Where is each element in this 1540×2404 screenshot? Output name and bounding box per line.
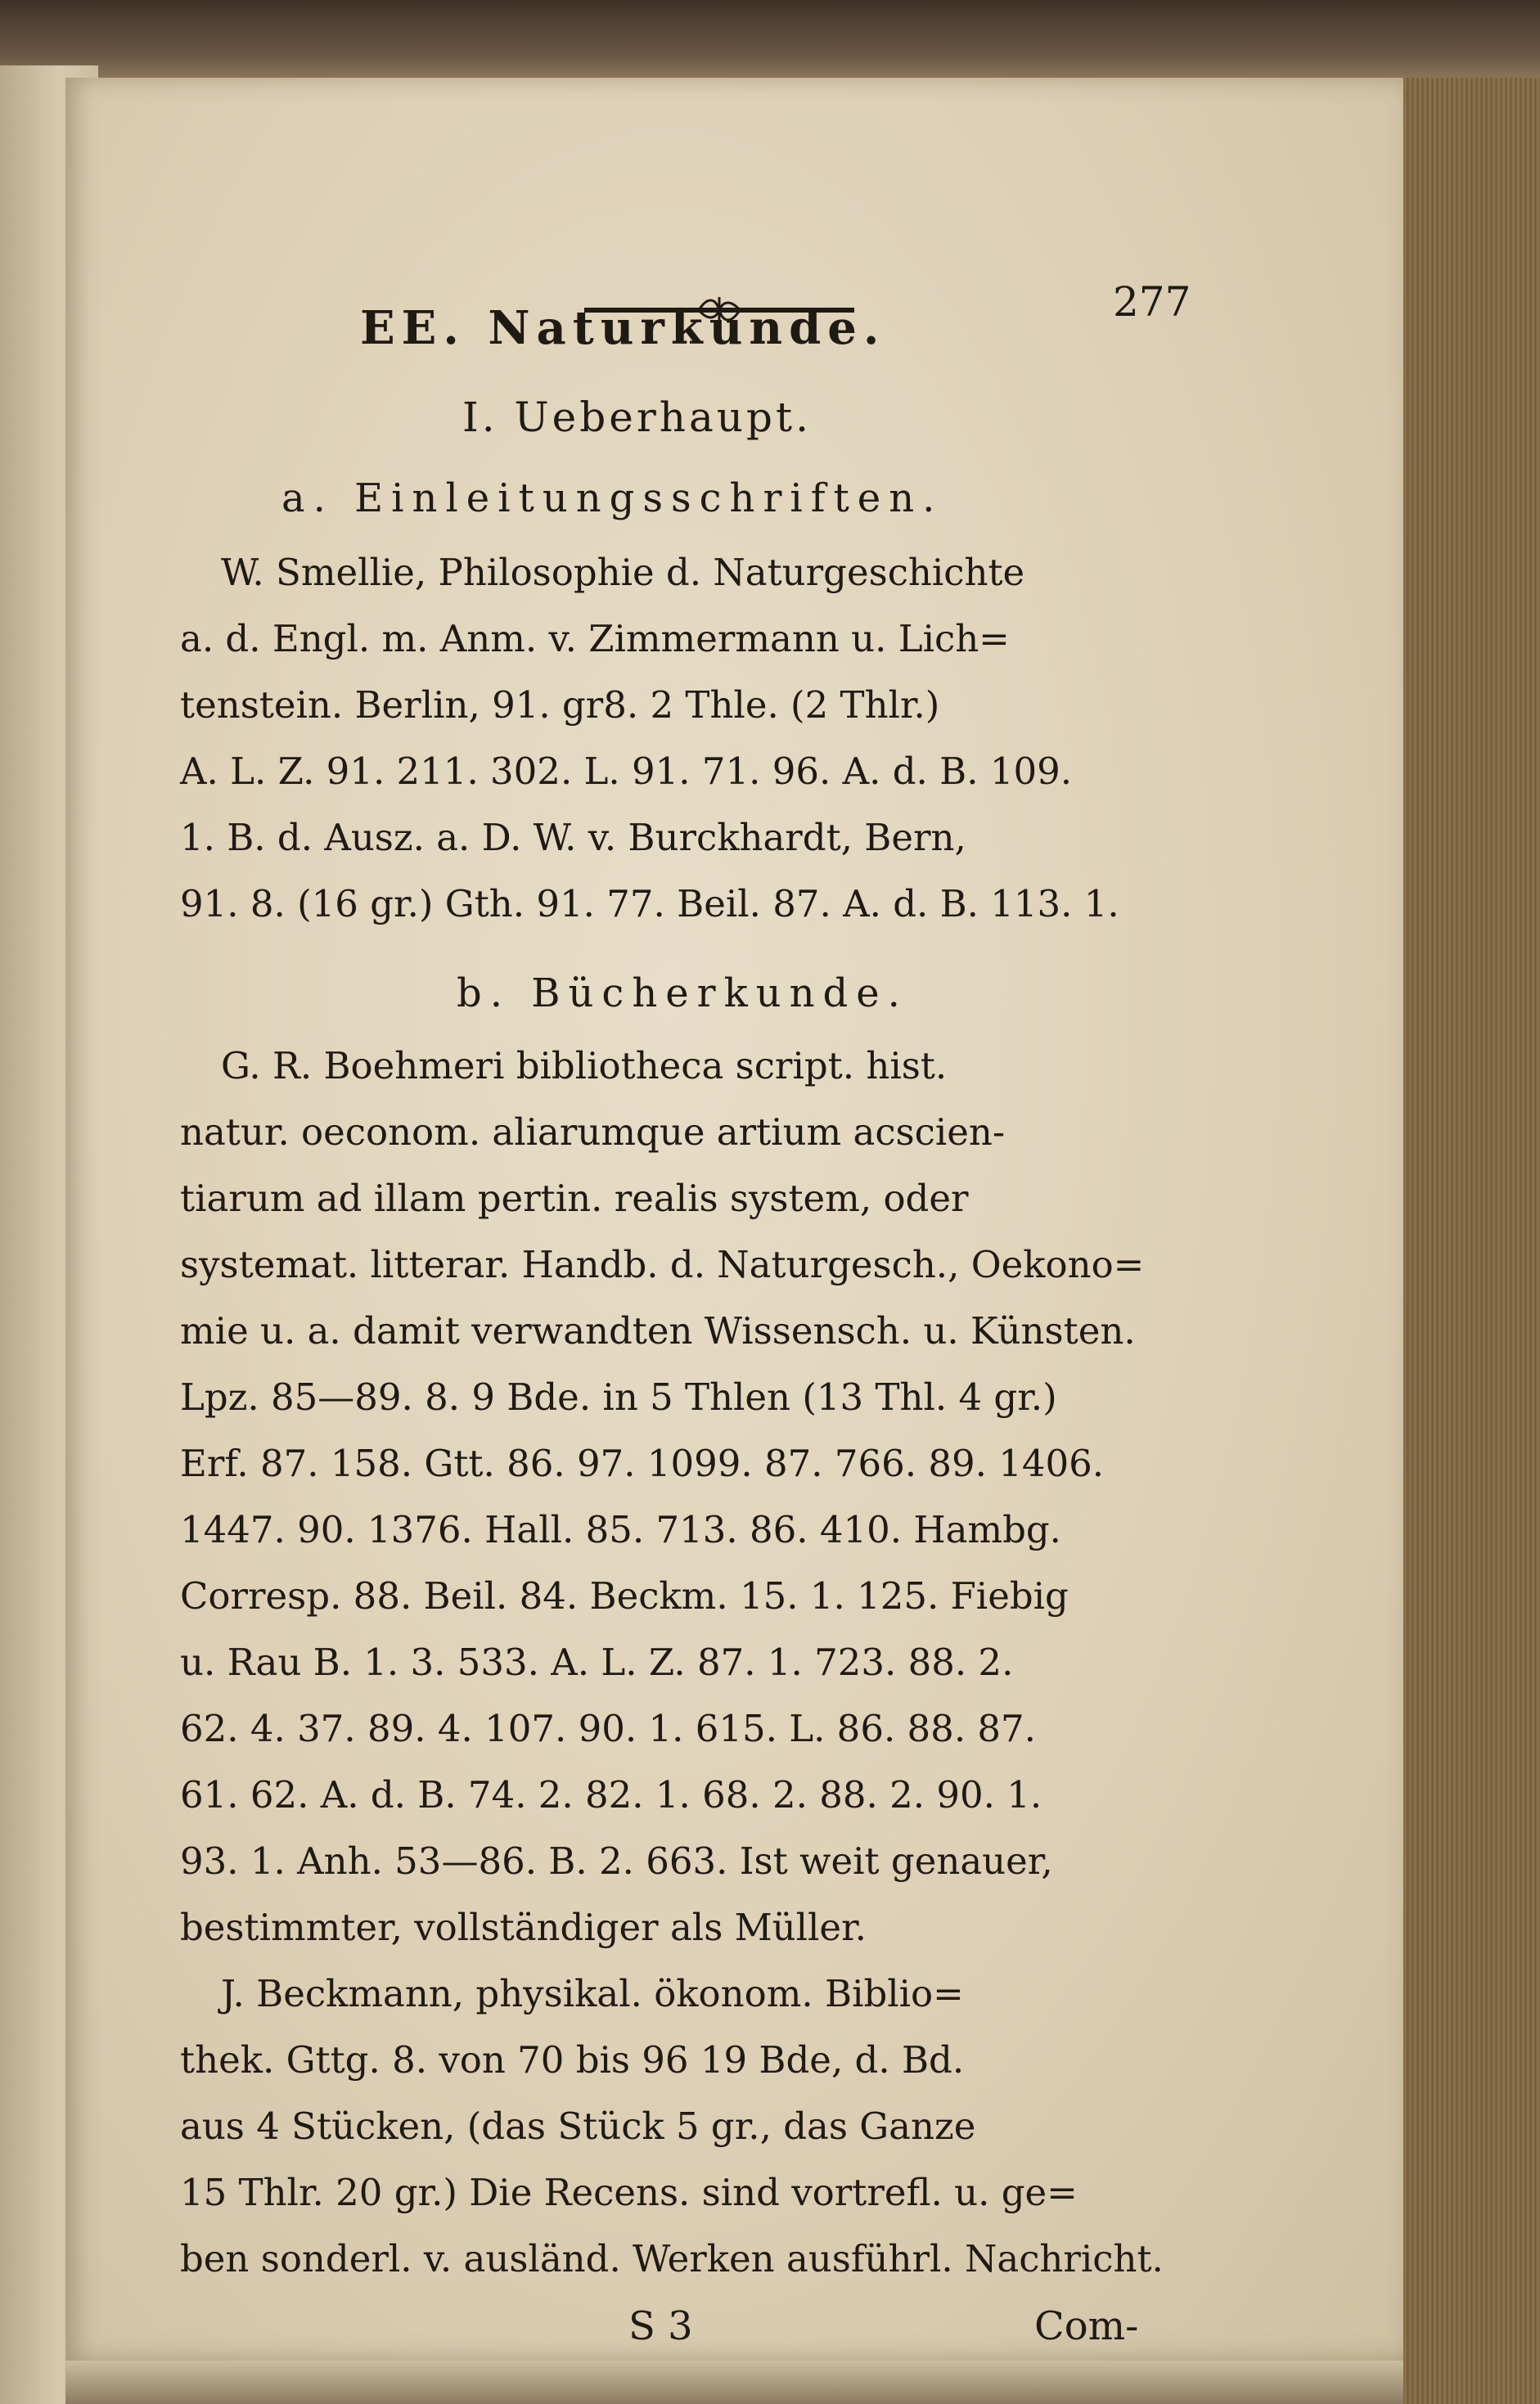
entry2-line-6: Lpz. 85—89. 8. 9 Bde. in 5 Thlen (13 Thl. 4 gr.) bbox=[180, 1375, 1057, 1419]
book-fore-edge bbox=[1403, 78, 1540, 2404]
entry2-line-9: Corresp. 88. Beil. 84. Beckm. 15. 1. 125. Fiebig bbox=[180, 1574, 1069, 1618]
entry1-line-6: 91. 8. (16 gr.) Gth. 91. 77. Beil. 87. A. d. B. 113. 1. bbox=[180, 882, 1119, 925]
entry3-line-1: J. Beckmann, physikal. ökonom. Biblio= bbox=[221, 1972, 964, 2015]
entry3-line-3: aus 4 Stücken, (das Stück 5 gr., das Ganze bbox=[180, 2105, 976, 2148]
entry2-line-5: mie u. a. damit verwandten Wissensch. u. Künsten. bbox=[180, 1309, 1136, 1353]
entry2-line-4: systemat. litterar. Handb. d. Naturgesch., Oekono= bbox=[180, 1243, 1145, 1286]
entry2-line-7: Erf. 87. 158. Gtt. 86. 97. 1099. 87. 766. 89. 1406. bbox=[180, 1442, 1105, 1485]
subsection-b-heading: b. Bücherkunde. bbox=[457, 970, 908, 1016]
entry2-line-3: tiarum ad illam pertin. realis system, oder bbox=[180, 1177, 969, 1220]
subsection-heading: I. Ueberhaupt. bbox=[462, 394, 812, 441]
entry3-line-4: 15 Thlr. 20 gr.) Die Recens. sind vortrefl. u. ge= bbox=[180, 2171, 1078, 2214]
page-number: 277 bbox=[1113, 278, 1191, 326]
page-bottom-edge bbox=[65, 2361, 1403, 2404]
entry2-line-11: 62. 4. 37. 89. 4. 107. 90. 1. 615. L. 86. 88. 87. bbox=[180, 1707, 1036, 1750]
section-heading: EE. Naturkunde. bbox=[360, 301, 886, 355]
book-page bbox=[65, 78, 1403, 2361]
subsection-a-heading: a. Einleitungsschriften. bbox=[281, 475, 943, 521]
entry3-line-5: ben sonderl. v. ausländ. Werken ausführl. Nachricht. bbox=[180, 2237, 1164, 2280]
catchword: Com- bbox=[1034, 2303, 1139, 2349]
signature-mark: S 3 bbox=[628, 2303, 693, 2349]
entry2-line-8: 1447. 90. 1376. Hall. 85. 713. 86. 410. Hambg. bbox=[180, 1508, 1061, 1551]
entry2-line-2: natur. oeconom. aliarumque artium acscien- bbox=[180, 1110, 1006, 1154]
entry2-line-14: bestimmter, vollständiger als Müller. bbox=[180, 1906, 867, 1949]
entry2-line-12: 61. 62. A. d. B. 74. 2. 82. 1. 68. 2. 88. 2. 90. 1. bbox=[180, 1773, 1042, 1817]
entry1-line-2: a. d. Engl. m. Anm. v. Zimmermann u. Lich= bbox=[180, 617, 1010, 660]
entry1-line-5: 1. B. d. Ausz. a. D. W. v. Burckhardt, Bern, bbox=[180, 816, 966, 859]
book-cover-top bbox=[0, 0, 1540, 78]
entry2-line-13: 93. 1. Anh. 53—86. B. 2. 663. Ist weit genauer, bbox=[180, 1839, 1053, 1883]
entry2-line-1: G. R. Boehmeri bibliotheca script. hist. bbox=[221, 1044, 948, 1087]
entry1-line-1: W. Smellie, Philosophie d. Naturgeschichte bbox=[221, 551, 1025, 594]
entry1-line-3: tenstein. Berlin, 91. gr8. 2 Thle. (2 Thlr.) bbox=[180, 683, 940, 727]
entry2-line-10: u. Rau B. 1. 3. 533. A. L. Z. 87. 1. 723. 88. 2. bbox=[180, 1641, 1014, 1684]
entry1-line-4: A. L. Z. 91. 211. 302. L. 91. 71. 96. A. d. B. 109. bbox=[180, 750, 1073, 793]
entry3-line-2: thek. Gttg. 8. von 70 bis 96 19 Bde, d. Bd. bbox=[180, 2038, 965, 2082]
